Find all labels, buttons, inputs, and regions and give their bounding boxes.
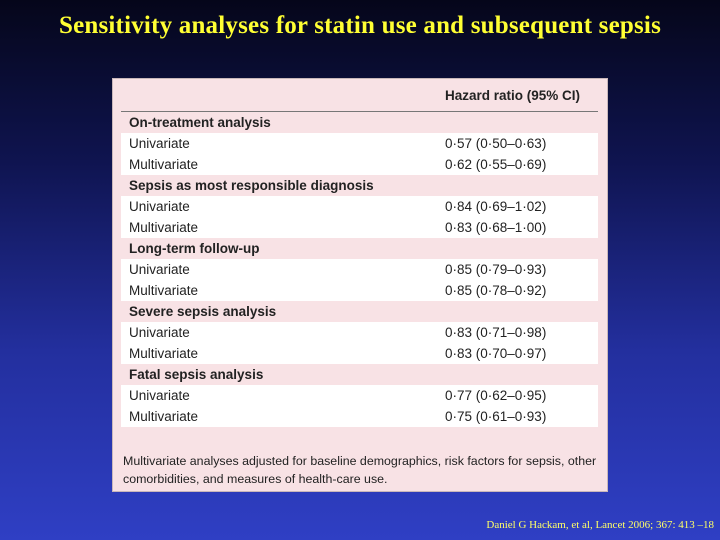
table-row: Multivariate 0·85 (0·78–0·92) (121, 280, 598, 301)
table-row: Univariate 0·84 (0·69–1·02) (121, 196, 598, 217)
hazard-ratio-column-header: Hazard ratio (95% CI) (445, 88, 581, 103)
section-header: Severe sepsis analysis (129, 304, 277, 319)
section-header: Long-term follow-up (129, 241, 260, 256)
table-row: Univariate 0·57 (0·50–0·63) (121, 133, 598, 154)
table-footnote: Multivariate analyses adjusted for baseline demographics, risk factors for sepsis, other comorbidities, and measures of health-care use. (123, 454, 597, 486)
section-header: Fatal sepsis analysis (129, 367, 264, 382)
table-row: Univariate 0·85 (0·79–0·93) (121, 259, 598, 280)
table-row: Multivariate 0·75 (0·61–0·93) (121, 406, 598, 427)
section-header: On-treatment analysis (129, 115, 271, 130)
citation: Daniel G Hackam, et al, Lancet 2006; 367: 413 –18 (486, 519, 714, 531)
slide-title: Sensitivity analyses for statin use and subsequent sepsis (58, 12, 662, 39)
hazard-ratio-table (112, 78, 608, 492)
table-header (121, 79, 598, 112)
table-row: Multivariate 0·83 (0·70–0·97) (121, 343, 598, 364)
table-row: Univariate 0·83 (0·71–0·98) (121, 322, 598, 343)
table-row: Multivariate 0·83 (0·68–1·00) (121, 217, 598, 238)
table-row: Multivariate 0·62 (0·55–0·69) (121, 154, 598, 175)
section-header: Sepsis as most responsible diagnosis (129, 178, 374, 193)
table-row: Univariate 0·77 (0·62–0·95) (121, 385, 598, 406)
table-body (121, 112, 598, 427)
